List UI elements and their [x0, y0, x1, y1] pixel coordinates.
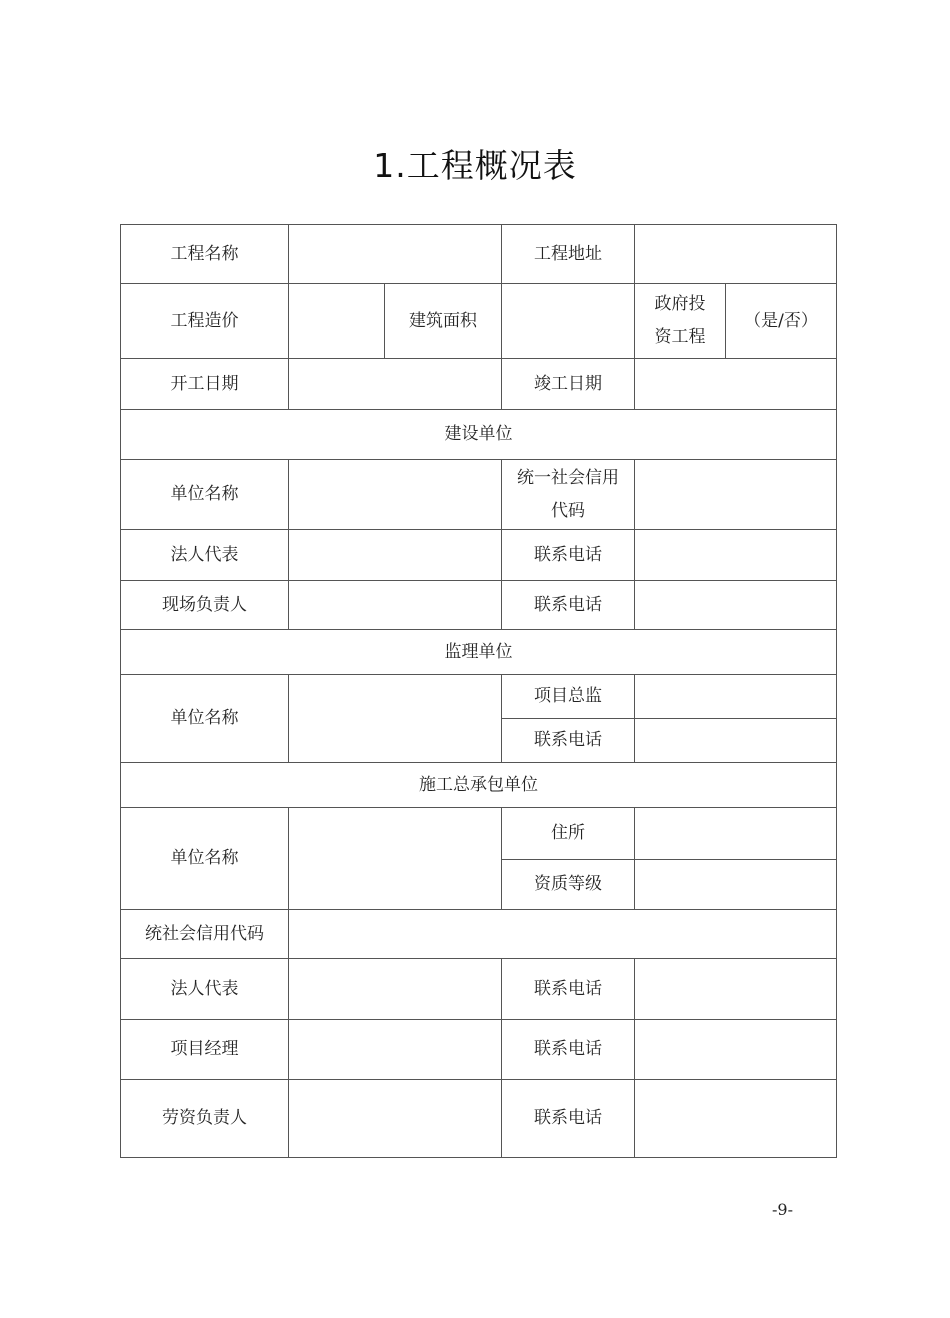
table-row: [121, 630, 837, 675]
builder-section-title: 建设单位: [121, 410, 837, 460]
contractor-phone-field-3[interactable]: [635, 1080, 837, 1158]
contractor-unit-name-field[interactable]: [289, 808, 502, 910]
builder-credit-code-field[interactable]: [635, 460, 837, 530]
start-date-label: 开工日期: [121, 359, 289, 410]
contractor-legal-rep-label: 法人代表: [121, 959, 289, 1020]
supervisor-phone-label: 联系电话: [502, 719, 635, 763]
page-title: 1.工程概况表: [373, 146, 577, 185]
supervisor-unit-name-label: 单位名称: [121, 675, 289, 763]
table-row: [121, 460, 837, 530]
contractor-phone-label-2: 联系电话: [502, 1020, 635, 1080]
gov-invest-label: 政府投资工程: [635, 284, 726, 359]
builder-phone-label-1: 联系电话: [502, 530, 635, 581]
contractor-pm-label: 项目经理: [121, 1020, 289, 1080]
table-row: [121, 284, 837, 359]
builder-legal-rep-field[interactable]: [289, 530, 502, 581]
contractor-labor-label: 劳资负责人: [121, 1080, 289, 1158]
supervisor-unit-name-field[interactable]: [289, 675, 502, 763]
table-row: [121, 530, 837, 581]
table-row: [121, 910, 837, 959]
builder-phone-field-2[interactable]: [635, 581, 837, 630]
contractor-address-field[interactable]: [635, 808, 837, 860]
project-address-field[interactable]: [635, 225, 837, 284]
end-date-label: 竣工日期: [502, 359, 635, 410]
supervisor-chief-field[interactable]: [635, 675, 837, 719]
table-row: [121, 808, 837, 860]
contractor-phone-label-3: 联系电话: [502, 1080, 635, 1158]
table-row: [121, 1080, 837, 1158]
table-row: [121, 1020, 837, 1080]
contractor-legal-rep-field[interactable]: [289, 959, 502, 1020]
builder-site-manager-field[interactable]: [289, 581, 502, 630]
project-address-label: 工程地址: [502, 225, 635, 284]
builder-site-manager-label: 现场负责人: [121, 581, 289, 630]
contractor-address-label: 住所: [502, 808, 635, 860]
supervisor-phone-field[interactable]: [635, 719, 837, 763]
contractor-phone-field-1[interactable]: [635, 959, 837, 1020]
contractor-phone-label-1: 联系电话: [502, 959, 635, 1020]
builder-unit-name-label: 单位名称: [121, 460, 289, 530]
contractor-qualification-label: 资质等级: [502, 860, 635, 910]
builder-legal-rep-label: 法人代表: [121, 530, 289, 581]
building-area-field[interactable]: [502, 284, 635, 359]
project-name-label: 工程名称: [121, 225, 289, 284]
project-cost-label: 工程造价: [121, 284, 289, 359]
project-name-field[interactable]: [289, 225, 502, 284]
builder-unit-name-field[interactable]: [289, 460, 502, 530]
table-row: [121, 763, 837, 808]
contractor-section-title: 施工总承包单位: [121, 763, 837, 808]
table-row: [121, 675, 837, 719]
contractor-credit-code-field[interactable]: [289, 910, 837, 959]
contractor-unit-name-label: 单位名称: [121, 808, 289, 910]
page-number: -9-: [772, 1200, 793, 1219]
builder-phone-label-2: 联系电话: [502, 581, 635, 630]
table-row: [121, 410, 837, 460]
contractor-labor-field[interactable]: [289, 1080, 502, 1158]
table-row: [121, 959, 837, 1020]
contractor-pm-field[interactable]: [289, 1020, 502, 1080]
builder-phone-field-1[interactable]: [635, 530, 837, 581]
table-row: [121, 359, 837, 410]
table-row: [121, 225, 837, 284]
building-area-label: 建筑面积: [385, 284, 502, 359]
supervisor-chief-label: 项目总监: [502, 675, 635, 719]
contractor-phone-field-2[interactable]: [635, 1020, 837, 1080]
start-date-field[interactable]: [289, 359, 502, 410]
contractor-credit-code-label: 统社会信用代码: [121, 910, 289, 959]
table-row: [121, 581, 837, 630]
project-overview-table: [120, 224, 837, 1158]
builder-credit-code-label: 统一社会信用代码: [502, 460, 635, 530]
supervisor-section-title: 监理单位: [121, 630, 837, 675]
gov-invest-value[interactable]: （是/否）: [726, 284, 837, 359]
contractor-qualification-field[interactable]: [635, 860, 837, 910]
project-cost-field[interactable]: [289, 284, 385, 359]
end-date-field[interactable]: [635, 359, 837, 410]
